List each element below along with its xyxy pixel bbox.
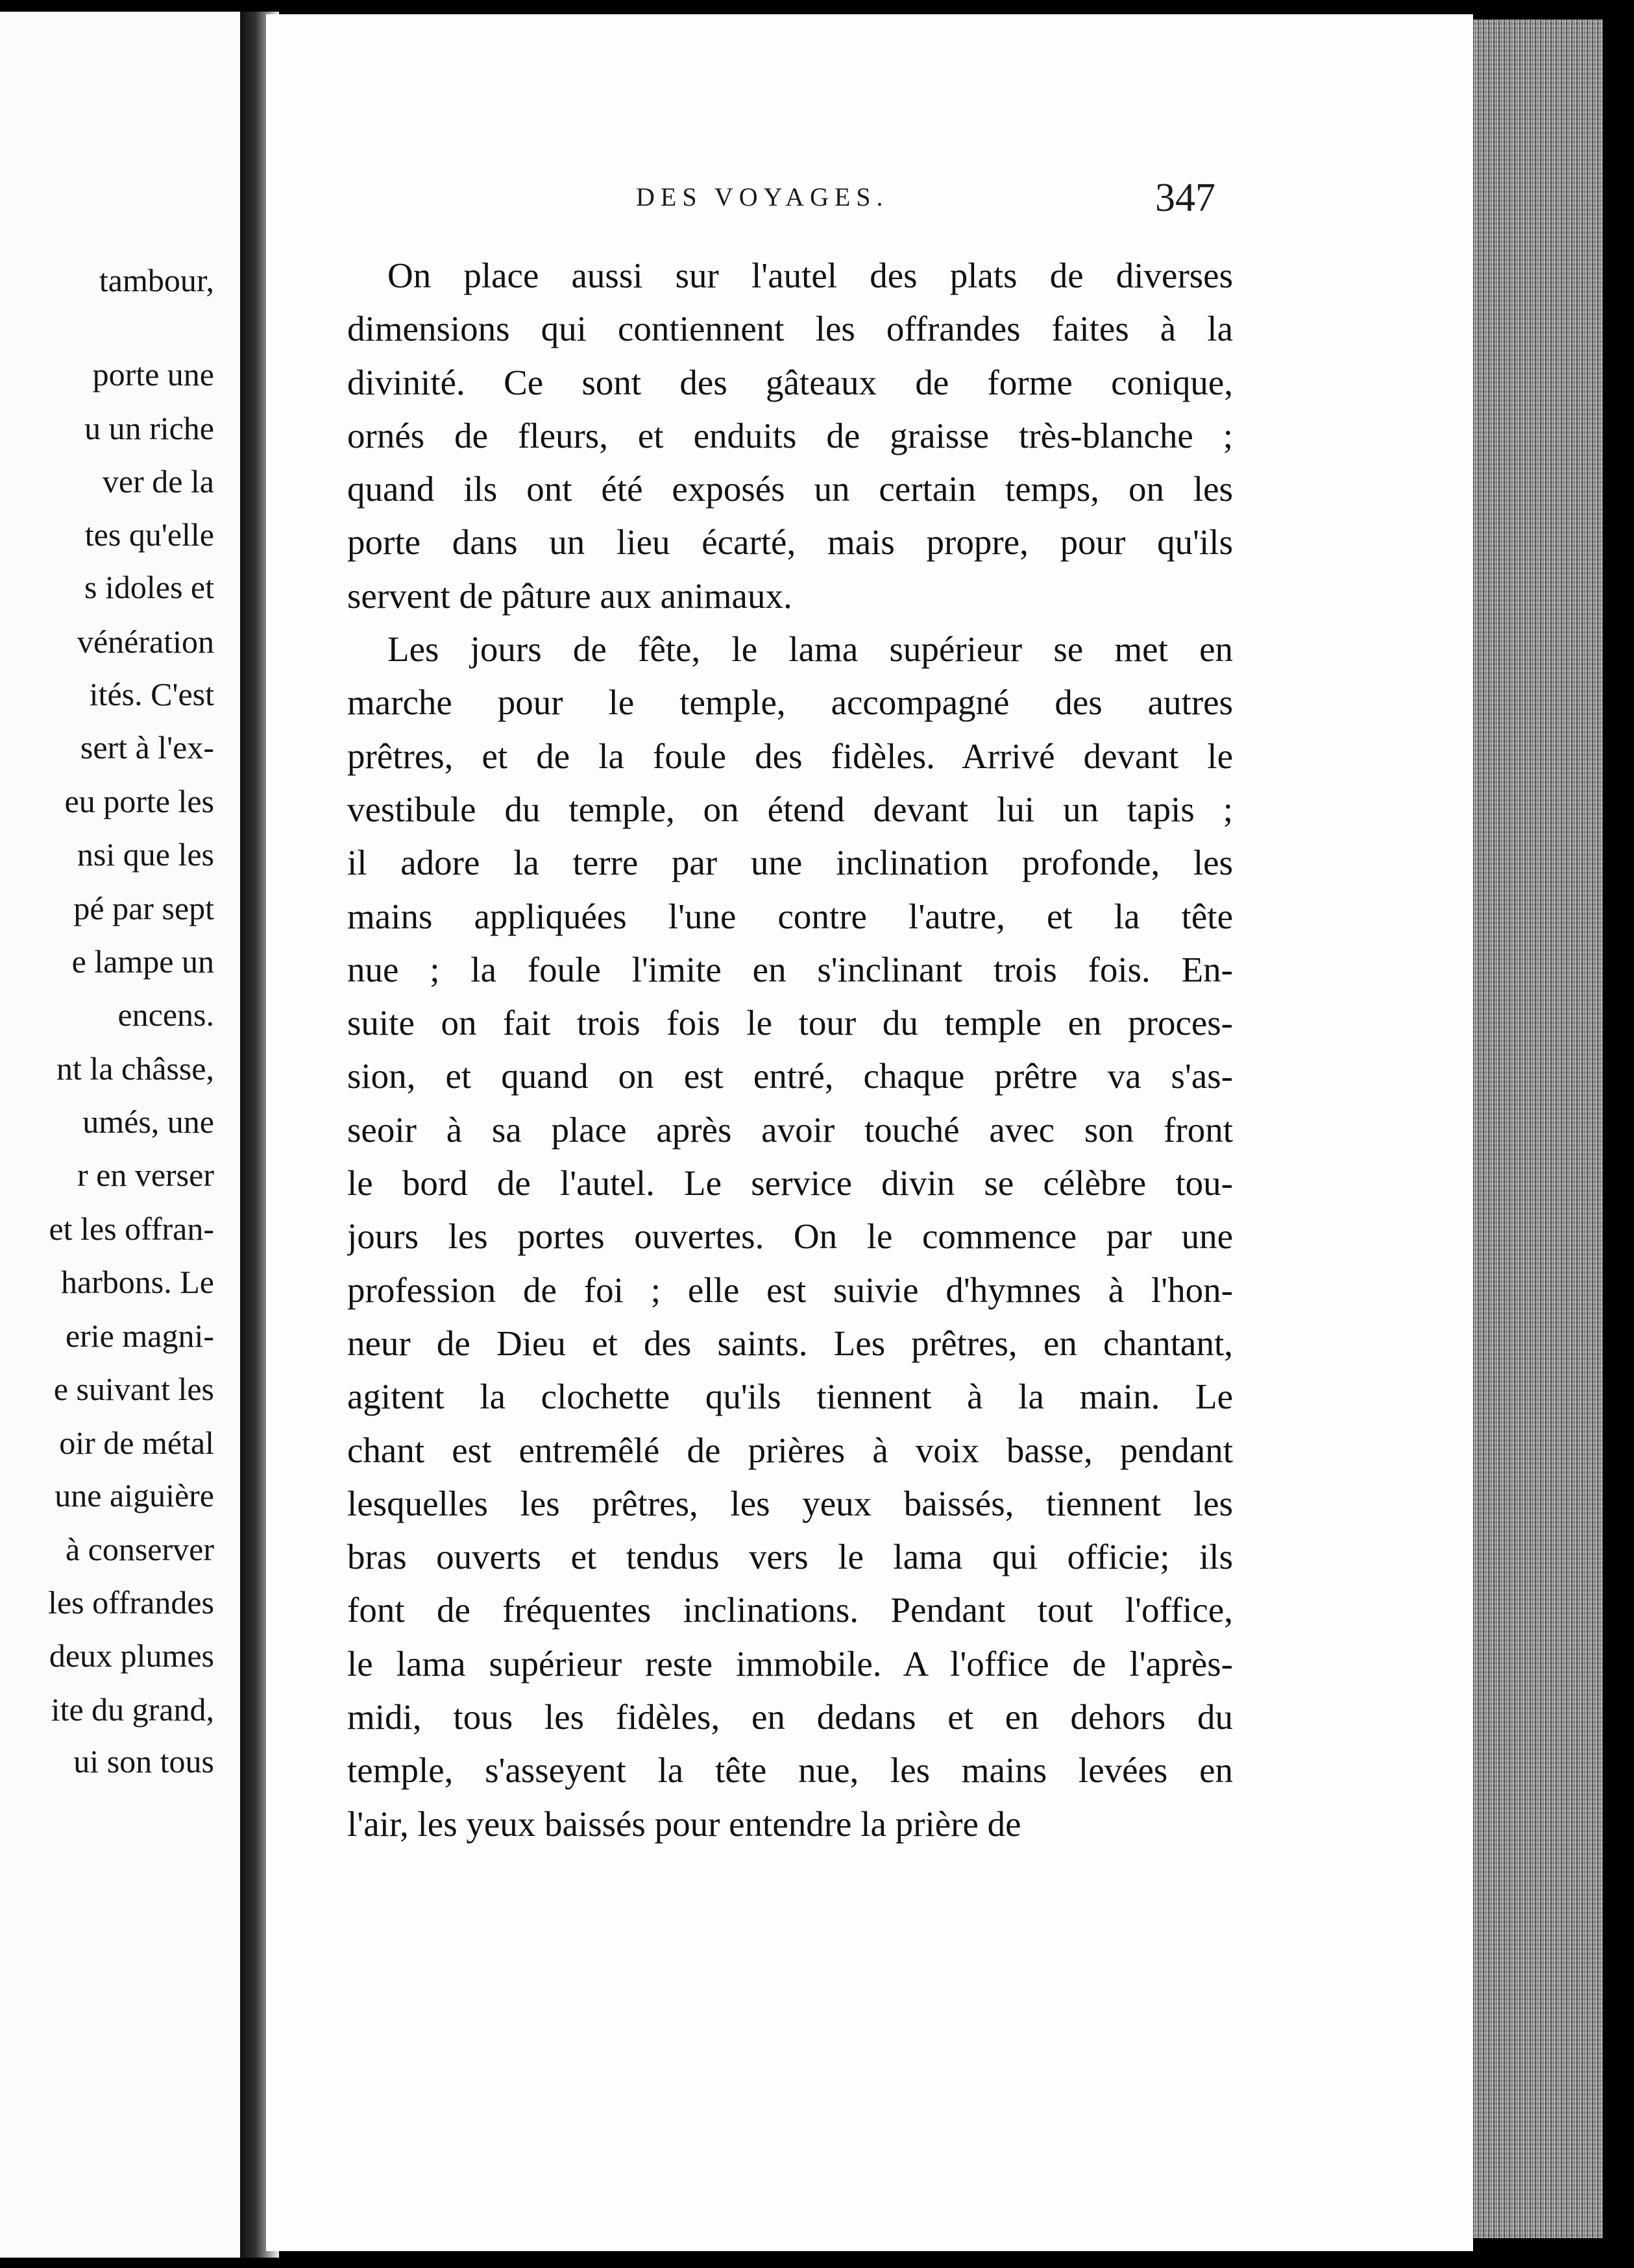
- left-page-line: u un riche: [84, 410, 214, 446]
- left-page-line: à conserver: [65, 1531, 214, 1567]
- left-page-line: pé par sept: [73, 890, 214, 926]
- text-line: le bord de l'autel. Le service divin se célèbre tou-: [347, 1163, 1233, 1203]
- left-page-line: umés, une: [82, 1104, 214, 1140]
- left-page-line: erie magni-: [65, 1318, 214, 1354]
- text-line: vestibule du temple, on étend devant lui un tapis ;: [347, 789, 1233, 829]
- text-line: quand ils ont été exposés un certain temps, on les: [347, 469, 1233, 509]
- left-page-line: ui son tous: [73, 1743, 214, 1779]
- text-line: porte dans un lieu écarté, mais propre, pour qu'ils: [347, 522, 1233, 562]
- left-page-line: sert à l'ex-: [80, 729, 214, 766]
- text-line: midi, tous les fidèles, en dedans et en dehors du: [347, 1697, 1233, 1737]
- left-page-line: deux plumes: [49, 1637, 214, 1674]
- left-page-line: e lampe un: [71, 943, 214, 980]
- left-page-line: tambour,: [99, 262, 214, 298]
- text-line: temple, s'asseyent la tête nue, les mains levées en: [347, 1750, 1233, 1791]
- text-line: l'air, les yeux baissés pour entendre la prière de: [347, 1804, 1021, 1844]
- left-page-line: nt la châsse,: [56, 1050, 214, 1087]
- text-line: On place aussi sur l'autel des plats de diverses: [387, 256, 1233, 295]
- text-line: prêtres, et de la foule des fidèles. Arrivé devant le: [347, 736, 1233, 776]
- left-page-line: tes qu'elle: [84, 516, 214, 553]
- left-page-line: ite du grand,: [51, 1691, 214, 1728]
- text-line: lesquelles les prêtres, les yeux baissés, tiennent les: [347, 1483, 1233, 1523]
- text-line: sion, et quand on est entré, chaque prêtre va s'as-: [347, 1056, 1233, 1096]
- text-line: font de fréquentes inclinations. Pendant tout l'office,: [347, 1590, 1233, 1630]
- text-line: profession de foi ; elle est suivie d'hymnes à l'hon-: [347, 1270, 1233, 1310]
- left-page-line: r en verser: [77, 1157, 214, 1193]
- left-page-line: les offrandes: [48, 1584, 214, 1621]
- text-line: dimensions qui contiennent les offrandes faites à la: [347, 309, 1233, 349]
- book-page: [266, 14, 1473, 2251]
- page-edges: [1473, 19, 1603, 2238]
- text-line: nue ; la foule l'imite en s'inclinant trois fois. En-: [347, 949, 1233, 989]
- left-page-line: ités. C'est: [89, 676, 214, 712]
- text-line: servent de pâture aux animaux.: [347, 575, 792, 616]
- text-line: chant est entremêlé de prières à voix basse, pendant: [347, 1430, 1233, 1470]
- text-line: neur de Dieu et des saints. Les prêtres, en chantant,: [347, 1323, 1233, 1363]
- left-page-line: et les offran-: [49, 1211, 214, 1247]
- body-text: [347, 249, 1233, 1851]
- text-line: marche pour le temple, accompagné des autres: [347, 682, 1233, 723]
- text-line: divinité. Ce sont des gâteaux de forme conique,: [347, 362, 1233, 402]
- text-line: le lama supérieur reste immobile. A l'office de l'après-: [347, 1643, 1233, 1683]
- text-line: mains appliquées l'une contre l'autre, et la tête: [347, 896, 1233, 936]
- left-page-line: harbons. Le: [60, 1264, 214, 1300]
- left-page-line: porte une: [92, 356, 214, 392]
- left-page-line: ver de la: [102, 463, 214, 500]
- text-line: il adore la terre par une inclination profonde, les: [347, 843, 1233, 883]
- running-head: DES VOYAGES.: [636, 182, 889, 211]
- text-line: jours les portes ouvertes. On le commence par une: [347, 1216, 1233, 1257]
- text-line: bras ouverts et tendus vers le lama qui officie; ils: [347, 1537, 1233, 1577]
- left-page-line: eu porte les: [64, 783, 214, 819]
- left-page-line: s idoles et: [84, 569, 214, 605]
- left-page-line: e suivant les: [53, 1371, 214, 1407]
- text-line: ornés de fleurs, et enduits de graisse très-blanche ;: [347, 415, 1233, 455]
- text-line: agitent la clochette qu'ils tiennent à la main. Le: [347, 1377, 1233, 1417]
- page-number: 347: [1155, 176, 1215, 220]
- text-line: Les jours de fête, le lama supérieur se met en: [387, 629, 1233, 670]
- left-page-line: encens.: [117, 996, 214, 1033]
- text-line: seoir à sa place après avoir touché avec son front: [347, 1109, 1233, 1150]
- left-page-line: oir de métal: [59, 1425, 214, 1461]
- left-page-line: une aiguière: [55, 1477, 214, 1514]
- left-page-fragment: [0, 12, 245, 2258]
- left-page-line: nsi que les: [77, 836, 214, 873]
- left-page-line: vénération: [77, 623, 214, 660]
- text-line: suite on fait trois fois le tour du temple en proces-: [347, 1003, 1233, 1043]
